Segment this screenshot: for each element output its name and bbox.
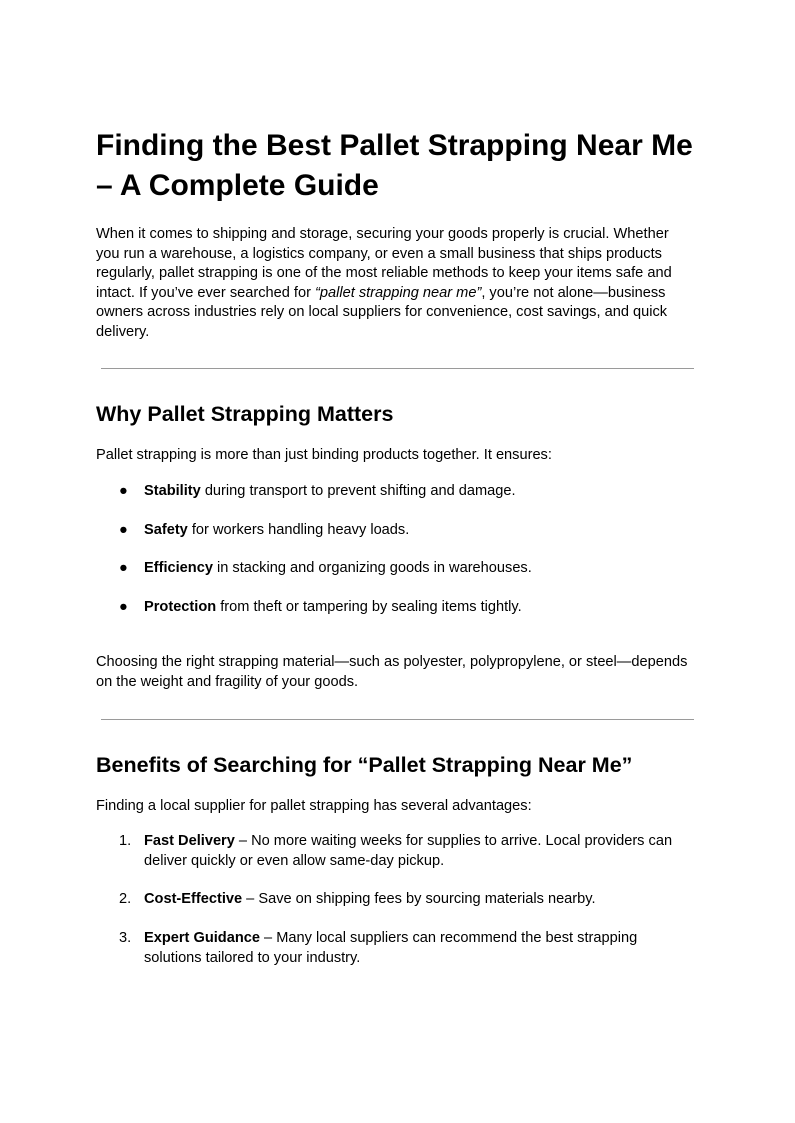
list-item-term: Efficiency bbox=[144, 560, 213, 576]
list-item-text: for workers handling heavy loads. bbox=[187, 522, 410, 538]
list-item-text: from theft or tampering by sealing items tightly. bbox=[216, 599, 522, 615]
list-item-term: Protection bbox=[144, 599, 217, 615]
section-why-closing: Choosing the right strapping material—such as polyester, polypropylene, or steel—depends on the weight and fragility of your goods. bbox=[96, 654, 688, 690]
list-item-term: Stability bbox=[144, 483, 201, 499]
horizontal-divider bbox=[101, 719, 694, 720]
list-item bbox=[119, 890, 696, 910]
page-title: Finding the Best Pallet Strapping Near Me – A Complete Guide bbox=[96, 129, 693, 202]
intro-emphasis: “pallet strapping near me” bbox=[315, 284, 482, 301]
list-item bbox=[119, 482, 696, 502]
section-why-lead: Pallet strapping is more than just binding products together. It ensures: bbox=[96, 447, 552, 463]
list-item-text: – Many local suppliers can recommend the best strapping solutions tailored to your industry. bbox=[144, 930, 638, 966]
bullet-marker: ● bbox=[119, 599, 128, 615]
number-marker: 1. bbox=[119, 833, 132, 849]
list-item bbox=[119, 929, 696, 968]
bullet-marker: ● bbox=[119, 560, 128, 576]
number-marker: 2. bbox=[119, 891, 132, 907]
list-item-text: during transport to prevent shifting and damage. bbox=[200, 483, 516, 499]
list-item bbox=[119, 559, 696, 579]
list-item-text: in stacking and organizing goods in warehouses. bbox=[212, 560, 532, 576]
section-heading-why: Why Pallet Strapping Matters bbox=[96, 402, 394, 426]
list-item-text: – No more waiting weeks for supplies to arrive. Local providers can deliver quickly or even allow same-day pickup. bbox=[144, 833, 673, 869]
list-item-term: Fast Delivery bbox=[144, 833, 235, 849]
number-marker: 3. bbox=[119, 930, 132, 946]
list-item-term: Safety bbox=[144, 522, 188, 538]
intro-text-after: , you’re not alone—business owners across industries rely on local suppliers for convenience, cost savings, and quick delivery. bbox=[96, 284, 668, 340]
list-item bbox=[119, 598, 696, 618]
horizontal-divider bbox=[101, 368, 694, 369]
intro-paragraph bbox=[96, 225, 696, 342]
intro-text-before: When it comes to shipping and storage, securing your goods properly is crucial. Whether you run a warehouse, a logistics company, or even a small business that ships products regularly, pallet strapping is one of the most reliable methods to keep your items safe and intact. If you’ve ever searched for bbox=[96, 226, 672, 301]
list-item bbox=[119, 832, 696, 871]
list-item bbox=[119, 521, 696, 541]
list-item-term: Expert Guidance bbox=[144, 930, 260, 946]
section-heading-benefits: Benefits of Searching for “Pallet Strapping Near Me” bbox=[96, 753, 633, 777]
list-item-term: Cost-Effective bbox=[144, 891, 243, 907]
bullet-marker: ● bbox=[119, 483, 128, 499]
section-benefits-lead: Finding a local supplier for pallet strapping has several advantages: bbox=[96, 798, 532, 814]
list-item-text: – Save on shipping fees by sourcing materials nearby. bbox=[242, 891, 596, 907]
bullet-marker: ● bbox=[119, 522, 128, 538]
